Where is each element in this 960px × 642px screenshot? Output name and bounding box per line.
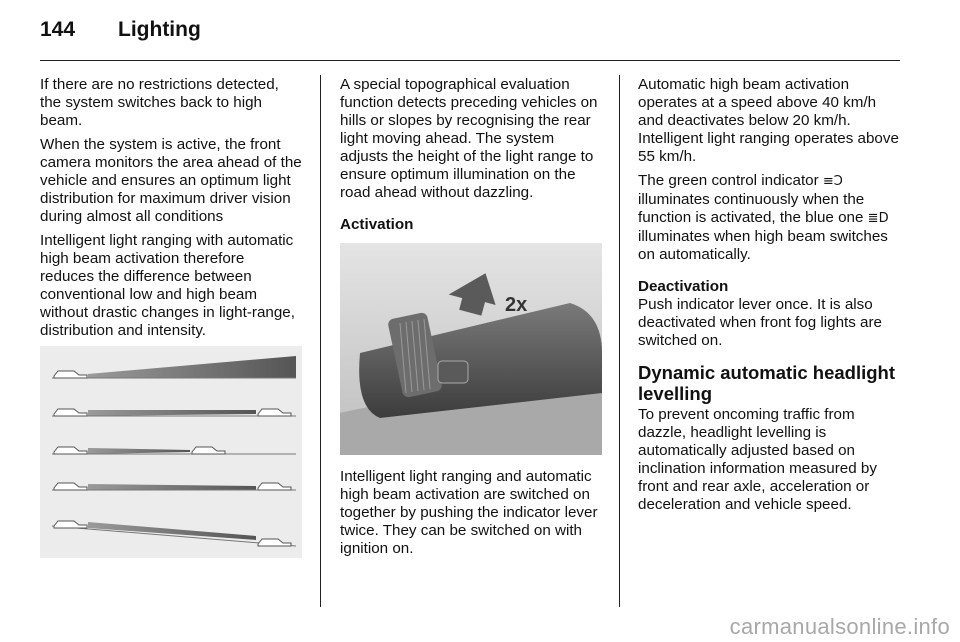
light-range-row-2: [52, 409, 296, 416]
activation-heading: Activation: [340, 216, 414, 233]
col3-paragraph-2-part-1: The green control indicator: [638, 172, 819, 189]
page-number: 144: [40, 18, 76, 41]
col3-paragraph-1: Automatic high beam activation operates at a speed above 40 km/h and deactivates below 20 km/h. Intelligent light ranging operates above 55 km/h.: [638, 76, 899, 165]
col2-paragraph-2: Intelligent light ranging and automatic high beam activation are switched on together by pushing the indicator lever twice. They can be switched on with ignition on.: [340, 468, 598, 557]
col1-paragraph-2: When the system is active, the front camera monitors the area ahead of the vehicle and ensures an optimum light distribution for maximum driver vision during almost all conditions: [40, 136, 302, 225]
light-range-row-5: [52, 521, 296, 546]
col1-paragraph-3: Intelligent light ranging with automatic high beam activation therefore reduces the difference between conventional low and high beam without drastic changes in light-range, distribution and intensity.: [40, 232, 295, 339]
light-range-row-3: [52, 447, 296, 454]
column-divider-1: [320, 75, 321, 607]
column-2-lower: [340, 468, 602, 564]
push-twice-label: 2x: [505, 294, 528, 316]
page-title: Lighting: [118, 18, 201, 41]
column-1: [40, 76, 302, 346]
col3-paragraph-2-part-3: illuminates when high beam switches on automatically.: [638, 228, 888, 263]
light-range-row-1: [52, 356, 296, 378]
column-divider-2: [619, 75, 620, 607]
column-3: [638, 76, 903, 520]
col3-paragraph-2: [638, 172, 903, 264]
deactivation-heading: Deactivation: [638, 278, 729, 295]
col3-paragraph-4: To prevent oncoming traffic from dazzle, headlight levelling is automatically adjusted based on inclination information measured by front and rear axle, acceleration or deceleration and vehicle speed.: [638, 406, 877, 513]
indicator-lever-illustration: [340, 243, 602, 455]
watermark: carmanualsonline.info: [729, 614, 950, 639]
col2-paragraph-1: A special topographical evaluation function detects preceding vehicles on hills or slopes by recognising the rear light moving ahead. The system adjusts the height of the light range to ensure optimum illumination on the road ahead without dazzling.: [340, 76, 598, 201]
column-2: [340, 76, 602, 244]
light-range-row-4: [52, 483, 296, 490]
automatic-high-beam-indicator-icon: ≡Ↄ: [822, 174, 843, 189]
col1-paragraph-1: If there are no restrictions detected, the system switches back to high beam.: [40, 76, 279, 129]
section-heading: Dynamic automatic headlight levelling: [638, 362, 895, 404]
header-rule: [40, 60, 900, 61]
col3-paragraph-2-part-2: illuminates continuously when the function is activated, the blue one: [638, 191, 865, 226]
light-range-illustration: [40, 346, 302, 558]
high-beam-indicator-icon: ≣D: [867, 211, 889, 226]
car-icon: [54, 371, 87, 378]
col3-paragraph-3: Push indicator lever once. It is also deactivated when front fog lights are switched on.: [638, 296, 882, 349]
